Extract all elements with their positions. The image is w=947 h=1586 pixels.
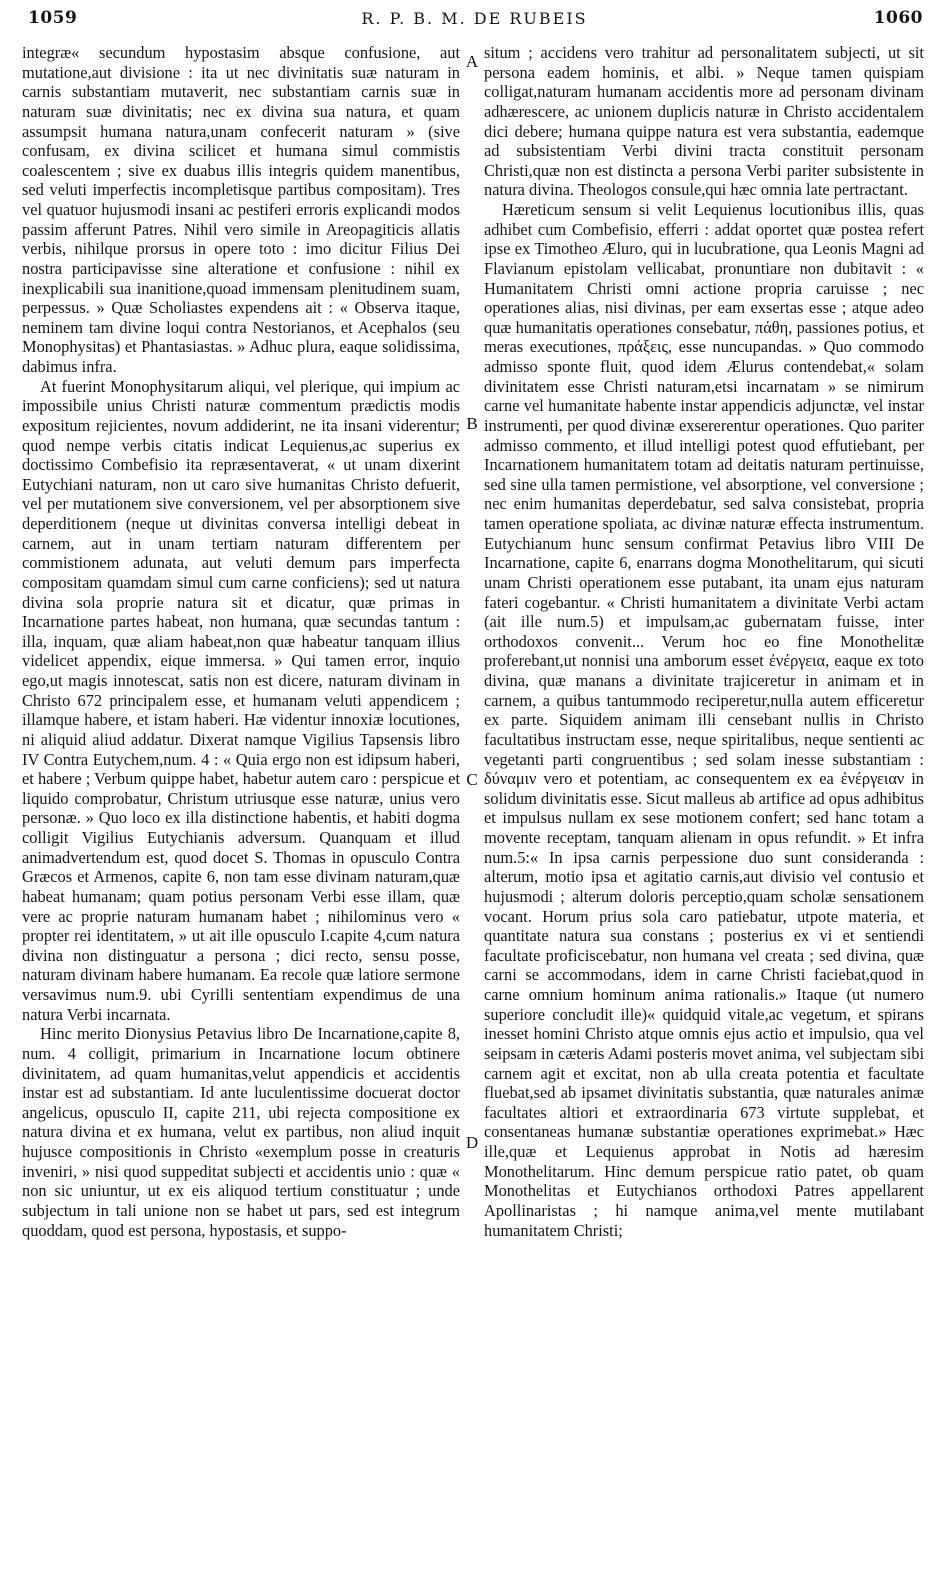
running-head: R. P. B. M. DE RUBEIS [361,9,588,28]
section-marker-c: C [466,770,478,789]
page-header [22,8,927,34]
section-marker-b: B [466,414,478,433]
section-marker-a: A [465,52,479,71]
right-paragraph-1: situm ; accidens vero trahitur ad personalitatem subjecti, ut sit persona eadem hominis, et albi. » Neque tamen quispiam colligat,naturam humanam accidentis more ad personam divinam adhærescere, ac unionem duplicis naturæ in Christo accidentalem dici debere; humana quippe natura est vera substantia, eademque ad subsistentiam Verbi divini tracta constituit personam Christi,quæ non est distincta a persona Verbi pariter subsistente in natura divina. Theologos consule,qui hæc omnia late pertractant. [484,43,924,200]
right-paragraph-2: Hæreticum sensum si velit Lequienus locutionibus illis, quas adhibet cum Combefisio, efferri : addat oportet quæ postea refert ipse ex Timotheo Æluro, qui in lucubratione, qua Leonis Magni ad Flavianum epistolam vellicabat, pronuntiare non dubitavit : « Humanitatem Christi omni actione propria caruisse ; nec operationes alias, nisi divinas, per eam exsertas esse ; atque adeo quæ humanitatis operationes consebatur, πάθη, passiones potius, et meras executiones, πράξεις, esse nuncupandas. » Quo commodo admisso sponte fluit, quod idem Ælurus contendebat,« solam divinitatem esse Christi naturam,etsi incarnatam » se nimirum carne vel humanitate habente instar appendicis adjunctæ, vel instar instrumenti, per quod divinæ exsererentur operationes. Quo pariter admisso commento, et illud intelligi potest quod effutiebant, per Incarnationem humanitatem totam ad deitatis naturam pertinuisse, sed sine ulla tamen permistione, vel absorptione, vel conversione ; nec enim humanitas deperdebatur, sed salva consistebat, propria tamen operatione spoliata, ac divinæ naturæ effecta instrumentum. Eutychianum hunc sensum confirmat Petavius libro VIII De Incarnatione, capite 6, enarrans dogma Monothelitarum, qui sicuti unam Christi operationem esse putabant, ita unam ejus naturam fateri cogebantur. « Christi humanitatem a divinitate Verbi actam (ait ille num.5) et impulsam,ac gubernatam fuisse, inter orthodoxos convenit... Verum hoc eo fine Monothelitæ proferebant,ut nonnisi una amborum esset ἐνέργεια, eaque ex toto divina, quæ manans a divinitate trajiceretur in animam et in carnem, a quibus tantummodo reciperetur,nulla autem efficeretur ex parte. Siquidem animam illi censebant nullis in Christo facultatibus instructam esse, neque spiritalibus, neque sentienti ac vegetanti parti congruentibus ; sed solam inesse substantiam : δύναμιν vero et potentiam, ac consequentem ex ea ἐνέργειαν in solidum divinitatis esse. Sicut malleus ab artifice ad opus adhibitus et impulsus nullam ex sese motionem confert; sed hanc totam a movente receptam, tanquam alienam in opus refundit. » Et infra num.5:« In ipsa carnis perpessione duo sunt consideranda : alterum, motio ipsa et agitatio carnis,aut divisio vel contusio et hujusmodi ; alterum doloris perceptio,quam scholæ sensationem vocant. Horum prius sola caro patiebatur, utpote materia, et quantitate natura sua constans ; posterius ex vi et sentiendi facultate proficiscebatur, non humana vel creata ; sed divina, quæ carni se accommodans, idem in carne Christi faciebat,quod in carne omnium hominum anima rationalis.» Itaque (ut numero superiore concludit ille)« quidquid vitale,ac vegetum, et spirans inesset homini Christo atque omnis ejus actio et impulsio, qua vel seipsam in cæteris Adami posteris movet anima, vel subjectam sibi carnem agit et excitat, non ab ulla creata potentia et facultate fluebat,sed ab ipsamet divinitatis substantia, quæ naturales animæ facultates altiori et extraordinaria 673 virtute supplebat, et consentaneas humanæ substantiæ operationes exprimebat.» Hæc ille,quæ et Lequienus approbat in Notis ad hæresim Monothelitarum. Hinc demum perspicue ratio patet, ob quam Monothelitas et Eutychianos orthodoxi Patres appellarent Apollinaristas ; hi namque anima,vel mente mutilabant humanitatem Christi; [484,200,924,1240]
left-paragraph-3: Hinc merito Dionysius Petavius libro De Incarnatione,capite 8, num. 4 colligit, primarium in Incarnatione locum obtinere divinitatem, ad quam humanitas,velut appendicis et accidentis instar est ad substantiam. Id ante luculentissime docuerat doctor angelicus, opusculo II, capite 211, ubi rejecta compositione ex natura divina et ex humana, velut ex partibus, non aliud inquit hujusce compositionis in Christo «exemplum posse in creaturis inveniri, » nisi quod suppeditat subjecti et accidentis unio : quæ « non sic uniuntur, ut ex eis aliquod tertium constituatur ; unde subjectum in tali unione non se habet ut pars, sed est integrum quoddam, quod est persona, hypostasis, et suppo- [22,1024,460,1240]
page-number-right: 1060 [873,8,923,28]
page-number-left: 1059 [28,8,78,28]
left-paragraph-2: At fuerint Monophysitarum aliqui, vel plerique, qui impium ac impossibile unius Christi naturæ commentum prædictis modis expositum rejicientes, novum addiderint, ne ita insani viderentur; quod nempe verbis citatis indicat Lequienus,ac superius ex doctissimo Combefisio ita repræsentaverat, « ut unam dixerint Eutychiani naturam, non ut caro sive humanitas Christo defuerit, vel per mutationem sive conversionem, vel per absorptionem sive deperditionem (neque ut divinitas conversa intelligi debeat in carnem, aut in unam tertiam naturam differentem per commistionem adunata, aut veluti demum pars imperfecta compositam quamdam simul cum carne conficiens); sed ut natura divina sola proprie natura sit et dicatur, quæ primas in Incarnatione partes habeat, non humana, quæ secundas tantum : illa, inquam, quæ aliam habeat,non quæ habeatur tanquam illius videlicet appendix, eique immersa. » Qui tamen error, inquio ego,ut magis innotescat, satis non est dicere, naturam divinam in Christo 672 principalem esse, et humanam veluti appendicem ; illamque habere, et istam haberi. Hæ videntur innoxiæ locutiones, ni aliquid aliud addatur. Dixerat namque Vigilius Tapsensis libro IV Contra Eutychem,num. 4 : « Quia ergo non est idipsum haberi, et habere ; Verbum quippe habet, habetur autem caro : perspicue et liquido comprobatur, Christum utriusque esse naturæ, unius vero personæ. » Quo loco ex illa distinctione habentis, et habiti dogma colligit Vigilius Eutychianis adversum. Quanquam et illud animadvertendum est, quod docet S. Thomas in opusculo Contra Græcos et Armenos, capite 6, non tam esse divinam naturam,quæ habeat humanam; quam potius personam Verbi esse illam, quæ vere ac proprie naturam humanam habet ; nihilominus vero « propter rei identitatem, » ut ait ille opusculo I.capite 4,cum natura divina non distinguatur a persona ; dici recto, sensu posse, naturam divinam habere humanam. Ea recole quæ latiore sermone versavimus num.9. ubi Cyrilli sententiam expendimus de una natura Verbi incarnata. [22,376,460,1024]
section-marker-d: D [465,1133,479,1152]
right-column [484,43,924,1583]
left-paragraph-1: integræ« secundum hypostasim absque confusione, aut mutatione,aut divisione : ita ut nec divinitatis suæ naturam in carnis substantiam mutaverit, nec substantiam carnis suæ in naturam suæ divinitatis; nec ex divina sua natura, et quam assumpsit humana natura,unam confecerit naturam » (sive confusam, ex divina scilicet et humana simul commistis coalescentem ; sive ex duabus illis integris quidem manentibus, sed veluti imperfectis incompletisque partibus compositam). Tres vel quatuor hujusmodi insani ac pestiferi erroris explicandi modos passim afferunt Patres. Nihil vero simile in Areopagiticis allatis verbis, nihilque prorsus in opere toto : imo dicitur Filius Dei nostra participavisse sine alteratione et confusione : nihil ex inexplicabili sua inanitione,quoad immensam plenitudinem suam, perpessus. » Quæ Scholiastes expendens ait : « Observa itaque, neminem tam divine loqui contra Nestorianos, et Acephalos (seu Monophysitas) et Phantasiastas. » Adhuc plura, eaque solidissima, dabimus infra. [22,43,460,376]
left-column [22,43,460,1583]
